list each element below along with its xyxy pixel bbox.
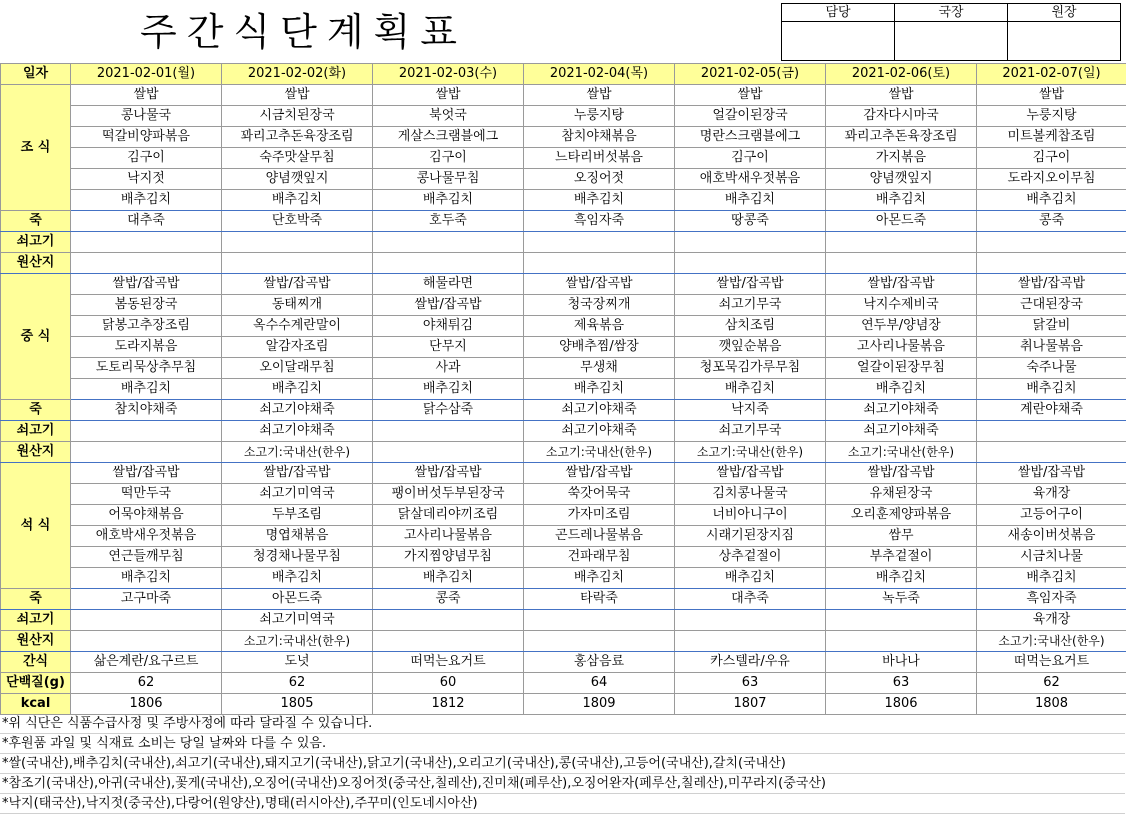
- kcal-label: kcal: [1, 694, 71, 715]
- breakfast-item: 김구이: [373, 148, 524, 169]
- breakfast-item: 숙주맛살무침: [222, 148, 373, 169]
- lunch-item: 청국장찌개: [524, 295, 675, 316]
- lunch-item: 쌀밥/잡곡밥: [373, 295, 524, 316]
- breakfast-beef-origin-cell: [373, 232, 524, 253]
- lunch-item: 닭봉고추장조림: [71, 316, 222, 337]
- menu-table: [0, 63, 1126, 715]
- breakfast-item: 얼갈이된장국: [675, 106, 826, 127]
- date-header: 2021-02-06(토): [826, 64, 977, 85]
- dinner-beef-origin-cell: [71, 610, 222, 631]
- lunch-beef-origin-cell: 쇠고기무국: [675, 421, 826, 442]
- breakfast-item: 느타리버섯볶음: [524, 148, 675, 169]
- lunch-item: 고사리나물볶음: [826, 337, 977, 358]
- lunch-item: 삼치조림: [675, 316, 826, 337]
- breakfast-beef-origin-cell: [71, 253, 222, 274]
- dinner-item: 육개장: [977, 484, 1126, 505]
- dinner-item: 새송이버섯볶음: [977, 526, 1126, 547]
- breakfast-beef-origin-label: 원산지: [1, 253, 71, 274]
- protein-cell: 62: [977, 673, 1126, 694]
- dinner-item: 명엽채볶음: [222, 526, 373, 547]
- lunch-item: 도라지볶음: [71, 337, 222, 358]
- dinner-item: 유채된장국: [826, 484, 977, 505]
- dinner-beef-origin-cell: [675, 631, 826, 652]
- approval-table: [781, 3, 1121, 61]
- table-row: [1, 526, 1126, 547]
- breakfast-porridge-label: 죽: [1, 211, 71, 232]
- lunch-item: 쌀밥/잡곡밥: [71, 274, 222, 295]
- dinner-porridge-cell: 흑임자죽: [977, 589, 1126, 610]
- lunch-item: 숙주나물: [977, 358, 1126, 379]
- lunch-item: 동태찌개: [222, 295, 373, 316]
- snack-cell: 떠먹는요거트: [373, 652, 524, 673]
- table-row: [1, 400, 1126, 421]
- breakfast-beef-origin-cell: [524, 232, 675, 253]
- breakfast-beef-origin-label: 쇠고기: [1, 232, 71, 253]
- breakfast-porridge-cell: 대추죽: [71, 211, 222, 232]
- dinner-item: 애호박새우젓볶음: [71, 526, 222, 547]
- dinner-item: 가지찜양념무침: [373, 547, 524, 568]
- lunch-beef-origin-cell: [373, 421, 524, 442]
- table-row: [1, 442, 1126, 463]
- lunch-item: 단무지: [373, 337, 524, 358]
- dinner-item: 두부조림: [222, 505, 373, 526]
- breakfast-item: 쌀밥: [977, 85, 1126, 106]
- breakfast-item: 감자다시마국: [826, 106, 977, 127]
- dinner-item: 배추김치: [373, 568, 524, 589]
- table-row: [1, 358, 1126, 379]
- table-row: [1, 547, 1126, 568]
- dinner-item: 연근들깨무침: [71, 547, 222, 568]
- dinner-item: 청경채나물무침: [222, 547, 373, 568]
- table-row: [1, 85, 1126, 106]
- breakfast-item: 참치야채볶음: [524, 127, 675, 148]
- dinner-beef-origin-cell: 육개장: [977, 610, 1126, 631]
- breakfast-item: 쌀밥: [675, 85, 826, 106]
- lunch-item: 청포묵김가루무침: [675, 358, 826, 379]
- breakfast-item: 배추김치: [222, 190, 373, 211]
- table-row: [1, 148, 1126, 169]
- dinner-porridge-label: 죽: [1, 589, 71, 610]
- lunch-item: 근대된장국: [977, 295, 1126, 316]
- protein-cell: 60: [373, 673, 524, 694]
- dinner-item: 쌀밥/잡곡밥: [977, 463, 1126, 484]
- lunch-porridge-cell: 참치야채죽: [71, 400, 222, 421]
- snack-cell: 홍삼음료: [524, 652, 675, 673]
- lunch-beef-origin-cell: 쇠고기야채죽: [524, 421, 675, 442]
- lunch-item: 쌀밥/잡곡밥: [222, 274, 373, 295]
- table-row: [1, 232, 1126, 253]
- dinner-item: 배추김치: [977, 568, 1126, 589]
- lunch-beef-origin-label: 쇠고기: [1, 421, 71, 442]
- dinner-item: 쌈무: [826, 526, 977, 547]
- dinner-item: 가자미조림: [524, 505, 675, 526]
- lunch-beef-origin-label: 원산지: [1, 442, 71, 463]
- table-row: [1, 379, 1126, 400]
- breakfast-item: 배추김치: [524, 190, 675, 211]
- breakfast-item: 꽈리고추돈육장조림: [826, 127, 977, 148]
- table-row: [1, 295, 1126, 316]
- lunch-label: 중 식: [1, 274, 71, 400]
- dinner-item: 배추김치: [71, 568, 222, 589]
- dinner-item: 배추김치: [222, 568, 373, 589]
- breakfast-item: 낙지젓: [71, 169, 222, 190]
- lunch-porridge-cell: 쇠고기야채죽: [826, 400, 977, 421]
- lunch-item: 낙지수제비국: [826, 295, 977, 316]
- breakfast-item: 배추김치: [373, 190, 524, 211]
- dinner-item: 팽이버섯두부된장국: [373, 484, 524, 505]
- dinner-item: 쌀밥/잡곡밥: [71, 463, 222, 484]
- breakfast-item: 시금치된장국: [222, 106, 373, 127]
- table-row: [1, 190, 1126, 211]
- kcal-cell: 1806: [826, 694, 977, 715]
- lunch-beef-origin-cell: 쇠고기야채죽: [826, 421, 977, 442]
- snack-cell: 카스텔라/우유: [675, 652, 826, 673]
- breakfast-beef-origin-cell: [977, 253, 1126, 274]
- dinner-beef-origin-cell: [373, 631, 524, 652]
- table-row: [1, 463, 1126, 484]
- breakfast-item: 콩나물국: [71, 106, 222, 127]
- table-row: [1, 673, 1126, 694]
- dinner-item: 쑥갓어묵국: [524, 484, 675, 505]
- dinner-porridge-cell: 타락죽: [524, 589, 675, 610]
- date-header: 2021-02-01(월): [71, 64, 222, 85]
- protein-cell: 63: [826, 673, 977, 694]
- dinner-beef-origin-cell: [826, 631, 977, 652]
- breakfast-item: 배추김치: [675, 190, 826, 211]
- dinner-porridge-cell: 콩죽: [373, 589, 524, 610]
- lunch-item: 배추김치: [222, 379, 373, 400]
- dinner-item: 오리훈제양파볶음: [826, 505, 977, 526]
- breakfast-item: 김구이: [977, 148, 1126, 169]
- lunch-item: 도토리묵상추무침: [71, 358, 222, 379]
- dinner-beef-origin-label: 원산지: [1, 631, 71, 652]
- lunch-beef-origin-cell: [71, 442, 222, 463]
- table-row: [1, 253, 1126, 274]
- lunch-item: 쌀밥/잡곡밥: [826, 274, 977, 295]
- kcal-cell: 1808: [977, 694, 1126, 715]
- lunch-item: 야채튀김: [373, 316, 524, 337]
- footnote-line: *낙지(태국산),낙지젓(중국산),다랑어(원양산),명태(러시아산),주꾸미(인도네시아산): [0, 794, 1125, 814]
- table-row: [1, 169, 1126, 190]
- snack-label: 간식: [1, 652, 71, 673]
- kcal-cell: 1807: [675, 694, 826, 715]
- breakfast-item: 배추김치: [977, 190, 1126, 211]
- lunch-beef-origin-cell: [977, 442, 1126, 463]
- table-row: [1, 631, 1126, 652]
- protein-label: 단백질(g): [1, 673, 71, 694]
- table-row: [1, 568, 1126, 589]
- lunch-item: 옥수수계란말이: [222, 316, 373, 337]
- footnote-line: *쌀(국내산),배추김치(국내산),쇠고기(국내산),돼지고기(국내산),닭고기(국내산),오리고기(국내산),콩(국내산),고등어(국내산),갈치(국내산): [0, 754, 1125, 774]
- breakfast-porridge-cell: 땅콩죽: [675, 211, 826, 232]
- dinner-beef-origin-cell: 쇠고기미역국: [222, 610, 373, 631]
- protein-cell: 63: [675, 673, 826, 694]
- breakfast-item: 콩나물무침: [373, 169, 524, 190]
- lunch-item: 쌀밥/잡곡밥: [675, 274, 826, 295]
- protein-cell: 64: [524, 673, 675, 694]
- breakfast-item: 꽈리고추돈육장조림: [222, 127, 373, 148]
- lunch-item: 배추김치: [373, 379, 524, 400]
- dinner-item: 배추김치: [826, 568, 977, 589]
- dinner-beef-origin-cell: [71, 631, 222, 652]
- lunch-item: 배추김치: [71, 379, 222, 400]
- breakfast-item: 가지볶음: [826, 148, 977, 169]
- breakfast-porridge-cell: 흑임자죽: [524, 211, 675, 232]
- dinner-item: 부추겉절이: [826, 547, 977, 568]
- dinner-item: 너비아니구이: [675, 505, 826, 526]
- lunch-item: 연두부/양념장: [826, 316, 977, 337]
- lunch-item: 쌀밥/잡곡밥: [524, 274, 675, 295]
- lunch-beef-origin-cell: [373, 442, 524, 463]
- table-row: [1, 106, 1126, 127]
- table-row: [1, 505, 1126, 526]
- dinner-item: 배추김치: [524, 568, 675, 589]
- breakfast-item: 누룽지탕: [977, 106, 1126, 127]
- dinner-beef-origin-label: 쇠고기: [1, 610, 71, 631]
- snack-cell: 바나나: [826, 652, 977, 673]
- lunch-item: 배추김치: [826, 379, 977, 400]
- lunch-beef-origin-cell: 소고기:국내산(한우): [524, 442, 675, 463]
- breakfast-item: 쌀밥: [222, 85, 373, 106]
- breakfast-item: 배추김치: [826, 190, 977, 211]
- breakfast-item: 양념깻잎지: [826, 169, 977, 190]
- table-row: [1, 274, 1126, 295]
- approval-header: 원장: [1008, 4, 1121, 22]
- lunch-porridge-cell: 계란야채죽: [977, 400, 1126, 421]
- kcal-cell: 1806: [71, 694, 222, 715]
- table-row: [1, 652, 1126, 673]
- lunch-porridge-label: 죽: [1, 400, 71, 421]
- dinner-item: 배추김치: [675, 568, 826, 589]
- lunch-beef-origin-cell: 소고기:국내산(한우): [222, 442, 373, 463]
- dinner-item: 건파래무침: [524, 547, 675, 568]
- breakfast-item: 도라지오이무침: [977, 169, 1126, 190]
- footnote-line: *위 식단은 식품수급사정 및 주방사정에 따라 달라질 수 있습니다.: [0, 714, 1125, 734]
- breakfast-beef-origin-cell: [222, 232, 373, 253]
- breakfast-item: 떡갈비양파볶음: [71, 127, 222, 148]
- lunch-porridge-cell: 쇠고기야채죽: [524, 400, 675, 421]
- lunch-beef-origin-cell: 쇠고기야채죽: [222, 421, 373, 442]
- dinner-beef-origin-cell: [524, 631, 675, 652]
- lunch-item: 오이달래무침: [222, 358, 373, 379]
- breakfast-beef-origin-cell: [675, 232, 826, 253]
- table-row: [1, 694, 1126, 715]
- footnotes: [0, 714, 1125, 814]
- date-header: 2021-02-07(일): [977, 64, 1126, 85]
- approval-header: 담당: [782, 4, 895, 22]
- dinner-item: 김치콩나물국: [675, 484, 826, 505]
- dinner-item: 고사리나물볶음: [373, 526, 524, 547]
- table-row: [1, 589, 1126, 610]
- dinner-item: 쌀밥/잡곡밥: [826, 463, 977, 484]
- protein-cell: 62: [222, 673, 373, 694]
- dinner-item: 어묵야채볶음: [71, 505, 222, 526]
- dinner-beef-origin-cell: [524, 610, 675, 631]
- breakfast-item: 누룽지탕: [524, 106, 675, 127]
- lunch-item: 취나물볶음: [977, 337, 1126, 358]
- breakfast-beef-origin-cell: [675, 253, 826, 274]
- breakfast-label: 조 식: [1, 85, 71, 211]
- date-header: 2021-02-04(목): [524, 64, 675, 85]
- table-row: [1, 316, 1126, 337]
- breakfast-item: 게살스크램블에그: [373, 127, 524, 148]
- lunch-item: 해물라면: [373, 274, 524, 295]
- dinner-item: 쇠고기미역국: [222, 484, 373, 505]
- dinner-label: 석 식: [1, 463, 71, 589]
- lunch-item: 배추김치: [675, 379, 826, 400]
- breakfast-item: 쌀밥: [826, 85, 977, 106]
- lunch-beef-origin-cell: [71, 421, 222, 442]
- snack-cell: 떠먹는요거트: [977, 652, 1126, 673]
- footnote-line: *참조기(국내산),아귀(국내산),꽃게(국내산),오징어(국내산)오징어젓(중국산,칠레산),진미채(페루산),오징어완자(페루산,칠레산),미꾸라지(중국산): [0, 774, 1125, 794]
- breakfast-item: 애호박새우젓볶음: [675, 169, 826, 190]
- lunch-porridge-cell: 쇠고기야채죽: [222, 400, 373, 421]
- snack-cell: 도넛: [222, 652, 373, 673]
- dinner-item: 쌀밥/잡곡밥: [675, 463, 826, 484]
- breakfast-beef-origin-cell: [826, 232, 977, 253]
- breakfast-beef-origin-cell: [524, 253, 675, 274]
- dinner-item: 상추겉절이: [675, 547, 826, 568]
- breakfast-porridge-cell: 단호박죽: [222, 211, 373, 232]
- dinner-item: 시금치나물: [977, 547, 1126, 568]
- lunch-porridge-cell: 닭수삼죽: [373, 400, 524, 421]
- approval-sign-box[interactable]: [1008, 22, 1121, 61]
- breakfast-porridge-cell: 아몬드죽: [826, 211, 977, 232]
- dinner-item: 쌀밥/잡곡밥: [222, 463, 373, 484]
- breakfast-item: 명란스크램블에그: [675, 127, 826, 148]
- protein-cell: 62: [71, 673, 222, 694]
- dinner-item: 시래기된장지짐: [675, 526, 826, 547]
- table-row: [1, 421, 1126, 442]
- breakfast-beef-origin-cell: [826, 253, 977, 274]
- breakfast-item: 양념깻잎지: [222, 169, 373, 190]
- breakfast-item: 김구이: [71, 148, 222, 169]
- lunch-item: 쌀밥/잡곡밥: [977, 274, 1126, 295]
- table-row: [1, 127, 1126, 148]
- dinner-item: 쌀밥/잡곡밥: [373, 463, 524, 484]
- lunch-item: 닭갈비: [977, 316, 1126, 337]
- breakfast-item: 쌀밥: [373, 85, 524, 106]
- lunch-item: 배추김치: [524, 379, 675, 400]
- table-row: [1, 610, 1126, 631]
- dinner-beef-origin-cell: 소고기:국내산(한우): [977, 631, 1126, 652]
- breakfast-beef-origin-cell: [977, 232, 1126, 253]
- lunch-item: 무생채: [524, 358, 675, 379]
- approval-sign-box[interactable]: [782, 22, 895, 61]
- kcal-cell: 1805: [222, 694, 373, 715]
- snack-cell: 삶은계란/요구르트: [71, 652, 222, 673]
- breakfast-porridge-cell: 호두죽: [373, 211, 524, 232]
- dinner-item: 고등어구이: [977, 505, 1126, 526]
- lunch-item: 깻잎순볶음: [675, 337, 826, 358]
- lunch-item: 배추김치: [977, 379, 1126, 400]
- lunch-beef-origin-cell: [977, 421, 1126, 442]
- lunch-beef-origin-cell: 소고기:국내산(한우): [675, 442, 826, 463]
- lunch-porridge-cell: 낙지죽: [675, 400, 826, 421]
- page-title: 주간식단계획표: [140, 8, 540, 56]
- breakfast-beef-origin-cell: [71, 232, 222, 253]
- dinner-porridge-cell: 대추죽: [675, 589, 826, 610]
- date-header: 2021-02-03(수): [373, 64, 524, 85]
- footnote-line: *후원품 과일 및 식재료 소비는 당일 날짜와 다를 수 있음.: [0, 734, 1125, 754]
- dinner-beef-origin-cell: [826, 610, 977, 631]
- lunch-beef-origin-cell: 소고기:국내산(한우): [826, 442, 977, 463]
- breakfast-porridge-cell: 콩죽: [977, 211, 1126, 232]
- dinner-porridge-cell: 녹두죽: [826, 589, 977, 610]
- lunch-item: 알감자조림: [222, 337, 373, 358]
- kcal-cell: 1812: [373, 694, 524, 715]
- date-header: 2021-02-02(화): [222, 64, 373, 85]
- dinner-porridge-cell: 고구마죽: [71, 589, 222, 610]
- lunch-item: 양배추찜/쌈장: [524, 337, 675, 358]
- table-row: [1, 337, 1126, 358]
- breakfast-item: 북엇국: [373, 106, 524, 127]
- breakfast-item: 미트볼케찹조림: [977, 127, 1126, 148]
- date-header: 2021-02-05(금): [675, 64, 826, 85]
- breakfast-item: 배추김치: [71, 190, 222, 211]
- approval-sign-box[interactable]: [895, 22, 1008, 61]
- lunch-item: 얼갈이된장무침: [826, 358, 977, 379]
- table-row: [1, 211, 1126, 232]
- table-row: [1, 64, 1126, 85]
- dinner-item: 곤드레나물볶음: [524, 526, 675, 547]
- dinner-item: 쌀밥/잡곡밥: [524, 463, 675, 484]
- dinner-beef-origin-cell: [675, 610, 826, 631]
- breakfast-beef-origin-cell: [222, 253, 373, 274]
- lunch-item: 제육볶음: [524, 316, 675, 337]
- breakfast-item: 쌀밥: [71, 85, 222, 106]
- lunch-item: 사과: [373, 358, 524, 379]
- lunch-item: 쇠고기무국: [675, 295, 826, 316]
- approval-header: 국장: [895, 4, 1008, 22]
- breakfast-item: 쌀밥: [524, 85, 675, 106]
- dinner-beef-origin-cell: [373, 610, 524, 631]
- breakfast-item: 오징어젓: [524, 169, 675, 190]
- dinner-porridge-cell: 아몬드죽: [222, 589, 373, 610]
- kcal-cell: 1809: [524, 694, 675, 715]
- breakfast-beef-origin-cell: [373, 253, 524, 274]
- breakfast-item: 김구이: [675, 148, 826, 169]
- dinner-item: 떡만두국: [71, 484, 222, 505]
- lunch-item: 봄동된장국: [71, 295, 222, 316]
- table-row: [1, 484, 1126, 505]
- dinner-beef-origin-cell: 소고기:국내산(한우): [222, 631, 373, 652]
- dinner-item: 닭살데리야끼조림: [373, 505, 524, 526]
- date-label: 일자: [1, 64, 71, 85]
